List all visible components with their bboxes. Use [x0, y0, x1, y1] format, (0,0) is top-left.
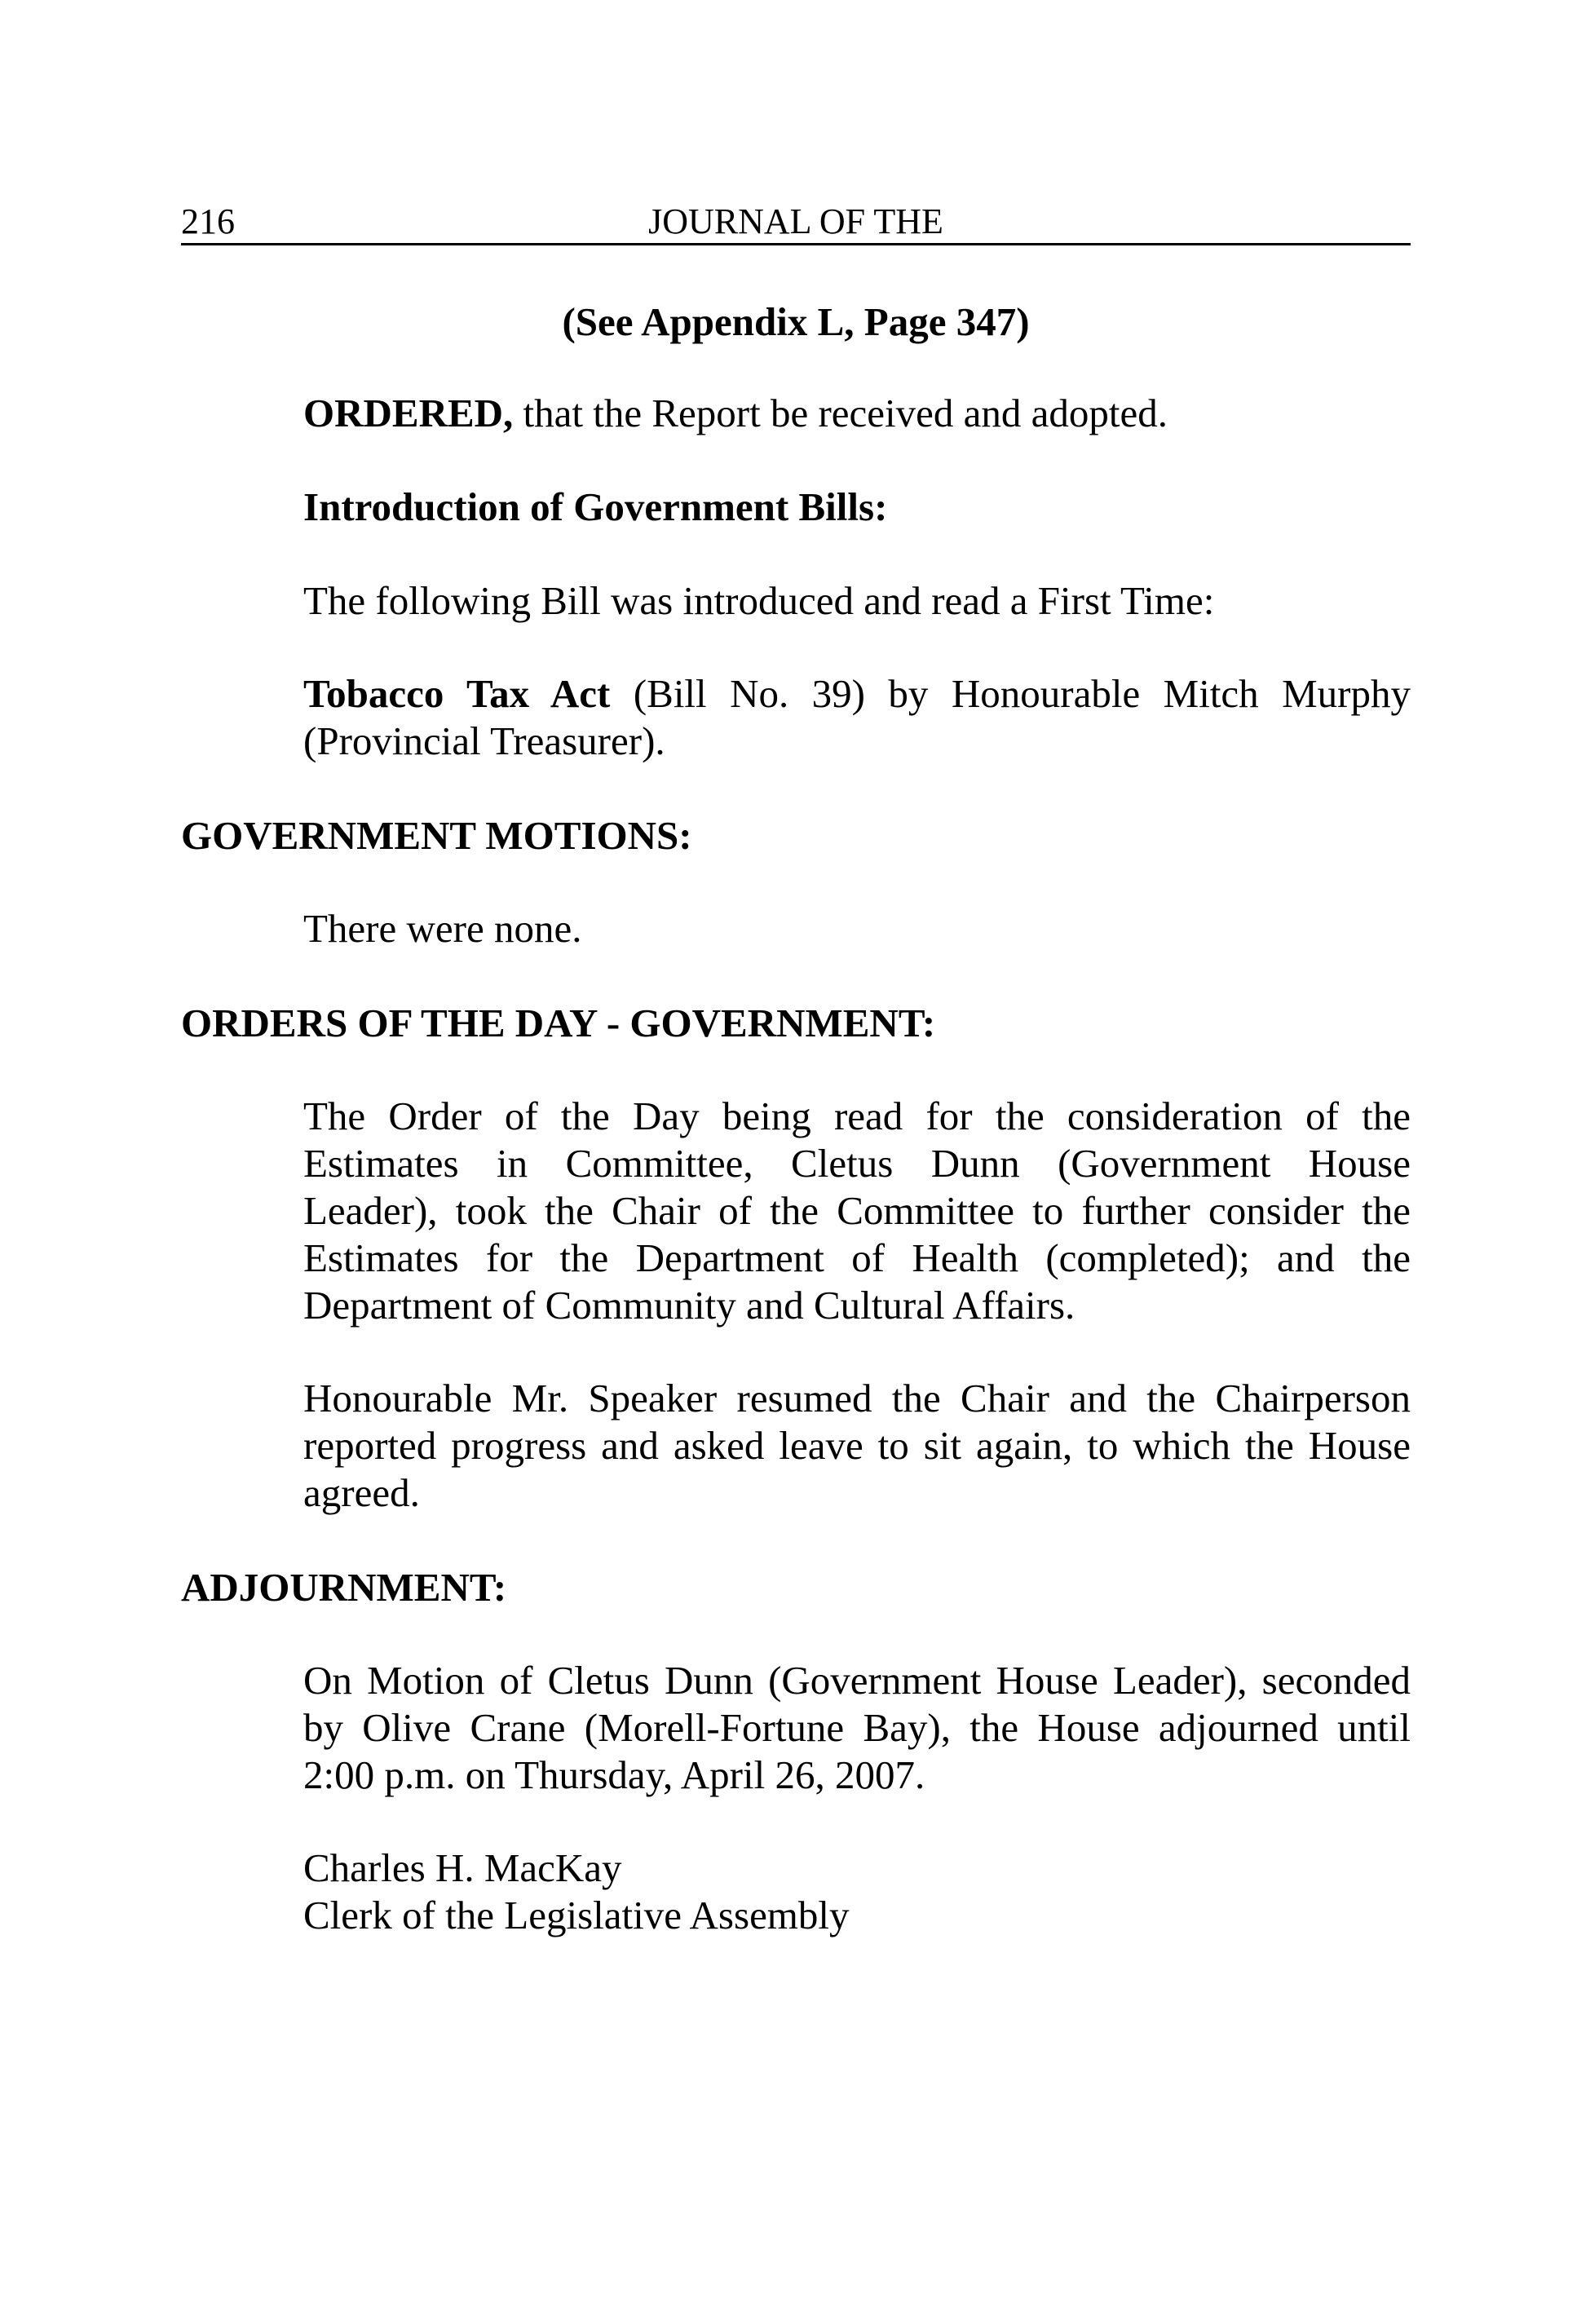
clerk-signature — [303, 1845, 1411, 1939]
paragraph-line: Estimates for the Department of Health (completed); and the — [303, 1235, 1411, 1280]
page-number: 216 — [181, 201, 235, 241]
paragraph-line: Leader), took the Chair of the Committee to further consider the — [303, 1188, 1411, 1233]
bill-line-1 — [303, 670, 1411, 718]
bill-title: Tobacco Tax Act — [303, 671, 611, 716]
page-header — [181, 201, 1411, 245]
adjournment-paragraph — [303, 1657, 1411, 1799]
paragraph-line: reported progress and asked leave to sit again, to which the House — [303, 1423, 1411, 1468]
ordered-statement — [303, 390, 1411, 437]
adjournment-heading: ADJOURNMENT: — [181, 1565, 507, 1610]
bill-entry — [303, 670, 1411, 765]
appendix-reference: (See Appendix L, Page 347) — [562, 299, 1030, 344]
following-bill-text: The following Bill was introduced and read a First Time: — [303, 578, 1215, 623]
paragraph-line: Honourable Mr. Speaker resumed the Chair and the Chairperson — [303, 1376, 1411, 1420]
orders-of-the-day-paragraph-2 — [303, 1375, 1411, 1517]
paragraph-line: agreed. — [303, 1470, 420, 1515]
intro-gov-bills-heading: Introduction of Government Bills: — [303, 484, 888, 529]
ordered-text: that the Report be received and adopted. — [513, 391, 1168, 435]
clerk-name: Charles H. MacKay — [303, 1845, 622, 1890]
running-title: JOURNAL OF THE — [648, 201, 943, 241]
paragraph-line: Estimates in Committee, Cletus Dunn (Government House — [303, 1141, 1411, 1186]
ordered-lead: ORDERED, — [303, 391, 514, 435]
paragraph-line: Department of Community and Cultural Affairs. — [303, 1283, 1075, 1328]
government-motions-text: There were none. — [303, 906, 582, 951]
clerk-title: Clerk of the Legislative Assembly — [303, 1893, 850, 1937]
bill-line-1-rest: (Bill No. 39) by Honourable Mitch Murphy — [610, 671, 1411, 716]
government-motions-heading: GOVERNMENT MOTIONS: — [181, 813, 692, 858]
paragraph-line: by Olive Crane (Morell-Fortune Bay), the House adjourned until — [303, 1705, 1411, 1750]
paragraph-line: On Motion of Cletus Dunn (Government House Leader), seconded — [303, 1658, 1411, 1703]
paragraph-line: The Order of the Day being read for the consideration of the — [303, 1094, 1411, 1138]
paragraph-line: 2:00 p.m. on Thursday, April 26, 2007. — [303, 1752, 925, 1797]
orders-of-the-day-heading: ORDERS OF THE DAY - GOVERNMENT: — [181, 1001, 936, 1045]
bill-line-2: (Provincial Treasurer). — [303, 718, 665, 763]
orders-of-the-day-paragraph-1 — [303, 1093, 1411, 1329]
